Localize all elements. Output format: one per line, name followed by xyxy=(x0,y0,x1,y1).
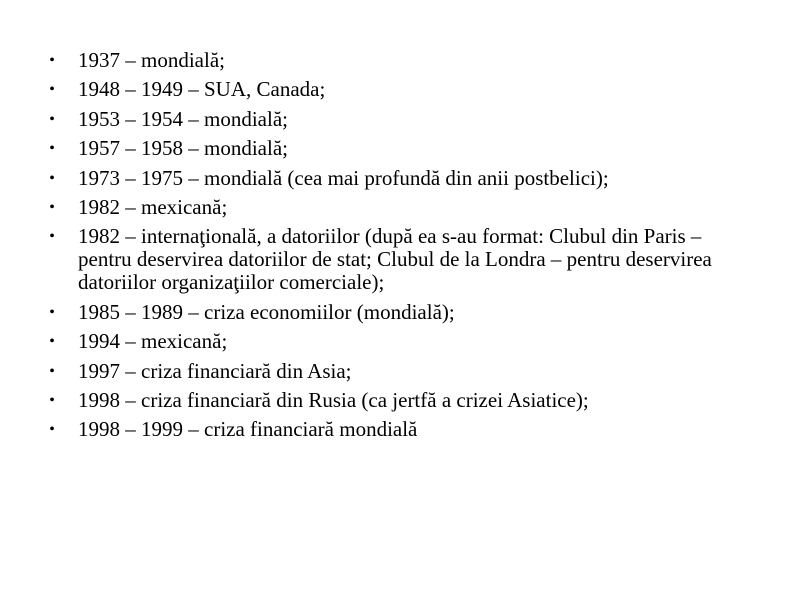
list-item xyxy=(42,108,742,131)
bullet-icon: • xyxy=(49,303,55,321)
bullet-icon: • xyxy=(49,391,55,409)
list-item xyxy=(42,167,742,190)
bullet-list xyxy=(42,49,742,448)
list-item xyxy=(42,389,742,412)
list-item-text: 1982 – mexicană; xyxy=(78,194,228,219)
bullet-icon: • xyxy=(49,140,55,158)
bullet-icon: • xyxy=(49,421,55,439)
bullet-icon: • xyxy=(49,169,55,187)
list-item xyxy=(42,196,742,219)
list-item-text: 1973 – 1975 – mondială (cea mai profundă din anii postbelici); xyxy=(78,165,609,190)
bullet-icon: • xyxy=(49,228,55,246)
list-item-text: 1997 – criza financiară din Asia; xyxy=(78,358,352,383)
list-item-text: 1985 – 1989 – criza economiilor (mondială); xyxy=(78,299,455,324)
list-item xyxy=(42,418,742,441)
list-item xyxy=(42,225,742,294)
list-item-text: 1957 – 1958 – mondială; xyxy=(78,136,288,161)
list-item xyxy=(42,360,742,383)
bullet-icon: • xyxy=(49,81,55,99)
list-item-text: 1937 – mondială; xyxy=(78,48,225,72)
list-item-text: 1998 – 1999 – criza financiară mondială xyxy=(78,417,418,442)
list-item xyxy=(42,78,742,101)
list-item xyxy=(42,301,742,324)
list-item-text: 1948 – 1949 – SUA, Canada; xyxy=(78,77,326,102)
bullet-icon: • xyxy=(49,52,55,69)
list-item-text: 1982 – internaţională, a datoriilor (după ea s-au format: Clubul din Paris – pentru deservirea datoriilor de stat; Clubul de la Londra – pentru deservirea datoriilor organizaţiilor comerciale); xyxy=(78,224,712,295)
bullet-icon: • xyxy=(49,362,55,380)
bullet-icon: • xyxy=(49,333,55,351)
bullet-icon: • xyxy=(49,110,55,128)
list-item xyxy=(42,330,742,353)
list-item-text: 1998 – criza financiară din Rusia (ca jertfă a crizei Asiatice); xyxy=(78,387,589,412)
list-item xyxy=(42,49,742,72)
bullet-icon: • xyxy=(49,198,55,216)
list-item-text: 1994 – mexicană; xyxy=(78,329,228,354)
list-item xyxy=(42,137,742,160)
list-item-text: 1953 – 1954 – mondială; xyxy=(78,106,288,131)
